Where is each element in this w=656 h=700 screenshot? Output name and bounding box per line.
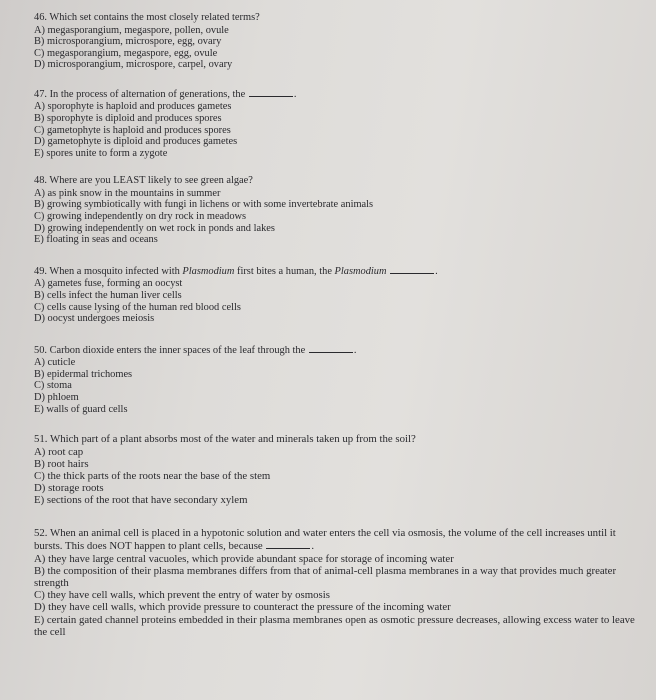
question-46-option-c: C) megasporangium, megaspore, egg, ovule <box>34 47 218 59</box>
question-52-option-c: C) they have cell walls, which prevent the entry of water by osmosis <box>34 589 330 602</box>
question-52-stem-end: . <box>311 540 315 553</box>
question-49-stem-pre: 49. When a mosquito infected with <box>34 265 183 277</box>
question-51-option-e: E) sections of the root that have secondary xylem <box>34 494 248 507</box>
question-51-stem: 51. Which part of a plant absorbs most of the water and minerals taken up from the soil? <box>34 433 416 446</box>
question-47-stem: 47. In the process of alternation of generations, the <box>34 88 246 100</box>
question-48-option-a: A) as pink snow in the mountains in summer <box>34 187 221 199</box>
question-52-option-a: A) they have large central vacuoles, which provide abundant space for storage of incoming water <box>34 552 454 565</box>
question-50-option-d: D) phloem <box>34 391 79 403</box>
question-52 <box>34 527 644 638</box>
question-51-option-c: C) the thick parts of the roots near the base of the stem <box>34 470 271 483</box>
question-49-stem-mid: first bites a human, the <box>234 265 335 277</box>
question-48-option-b: B) growing symbiotically with fungi in lichens or with some invertebrate animals <box>34 199 374 211</box>
question-47 <box>34 87 644 159</box>
answer-blank <box>309 343 353 353</box>
question-48 <box>34 175 644 245</box>
question-49-option-a: A) gametes fuse, forming an oocyst <box>34 278 183 290</box>
question-52-option-e: E) certain gated channel proteins embedded in their plasma membranes open as osmotic pressure decreases, allowing excess water to leave the cell <box>34 613 635 638</box>
question-50-option-a: A) cuticle <box>34 357 76 369</box>
question-48-option-e: E) floating in seas and oceans <box>34 234 158 246</box>
question-50-option-b: B) epidermal trichomes <box>34 368 133 380</box>
question-51-option-d: D) storage roots <box>34 482 104 495</box>
answer-blank <box>390 264 434 274</box>
question-52-stem: 52. When an animal cell is placed in a hypotonic solution and water enters the cell via osmosis, the volume of the cell increases until it bursts. This does NOT happen to plant cells, because <box>34 526 616 553</box>
question-49-stem-italic-1: Plasmodium <box>182 265 235 277</box>
question-47-option-b: B) sporophyte is diploid and produces spores <box>34 112 222 124</box>
question-52-option-b: B) the composition of their plasma membranes differs from that of animal-cell plasma membranes in a way that provides much greater strength <box>34 564 617 590</box>
question-51-option-b: B) root hairs <box>34 457 89 470</box>
question-46 <box>34 12 644 71</box>
question-51-option-a: A) root cap <box>34 445 84 458</box>
question-50 <box>34 343 644 415</box>
question-46-option-a: A) megasporangium, megaspore, pollen, ovule <box>34 24 229 36</box>
question-49-stem-end: . <box>435 265 438 277</box>
question-50-stem-end: . <box>353 344 357 356</box>
question-52-option-d: D) they have cell walls, which provide pressure to counteract the pressure of the incoming water <box>34 601 451 614</box>
question-46-stem: 46. Which set contains the most closely related terms? <box>34 12 260 23</box>
question-47-option-a: A) sporophyte is haploid and produces gametes <box>34 101 232 113</box>
question-49-option-d: D) oocyst undergoes meiosis <box>34 313 155 325</box>
question-48-option-d: D) growing independently on wet rock in ponds and lakes <box>34 222 275 234</box>
question-48-option-c: C) growing independently on dry rock in meadows <box>34 211 247 223</box>
question-49-stem-line <box>34 264 644 279</box>
question-50-option-c: C) stoma <box>34 380 72 392</box>
question-49-option-b: B) cells infect the human liver cells <box>34 289 182 301</box>
question-47-option-d: D) gametophyte is diploid and produces gametes <box>34 136 238 148</box>
question-48-stem: 48. Where are you LEAST likely to see green algae? <box>34 175 253 187</box>
question-47-option-c: C) gametophyte is haploid and produces spores <box>34 124 231 136</box>
question-47-stem-line <box>34 87 644 102</box>
question-49-stem-italic-2: Plasmodium <box>334 265 387 277</box>
answer-blank <box>249 87 293 97</box>
question-51 <box>34 433 644 507</box>
question-50-stem: 50. Carbon dioxide enters the inner spaces of the leaf through the <box>34 344 306 356</box>
question-49-option-c: C) cells cause lysing of the human red blood cells <box>34 301 241 313</box>
question-50-stem-line <box>34 343 644 358</box>
question-47-option-e: E) spores unite to form a zygote <box>34 147 168 159</box>
question-49 <box>34 264 644 325</box>
question-52-stem-line <box>34 527 644 553</box>
question-46-option-b: B) microsporangium, microspore, egg, ovary <box>34 36 222 48</box>
question-list <box>34 12 644 652</box>
question-46-option-d: D) microsporangium, microspore, carpel, ovary <box>34 59 233 71</box>
question-47-stem-end: . <box>293 88 297 100</box>
question-50-option-e: E) walls of guard cells <box>34 403 128 415</box>
answer-blank <box>266 539 310 549</box>
